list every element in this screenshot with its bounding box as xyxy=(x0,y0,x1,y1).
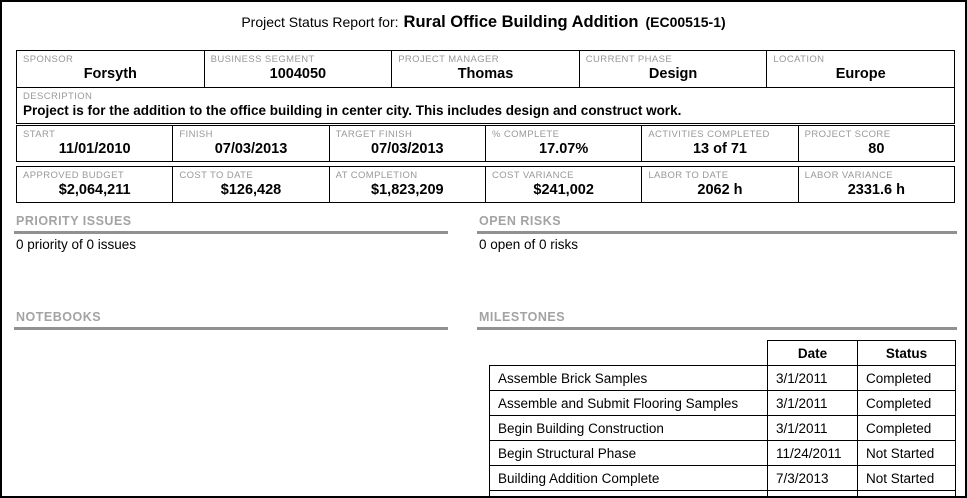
field-current-phase xyxy=(579,51,767,88)
field-sponsor xyxy=(17,51,205,88)
description-text: Project is for the addition to the office building in center city. This includes design and construct work. xyxy=(23,103,682,118)
milestone-status-cell: Completed xyxy=(858,366,956,391)
field-value: 80 xyxy=(868,141,885,157)
field-label: FINISH xyxy=(179,129,213,140)
field-label: BUSINESS SEGMENT xyxy=(210,54,315,65)
field-value: $2,064,211 xyxy=(58,182,131,198)
summary-row-2 xyxy=(17,126,955,162)
field-label: START xyxy=(23,129,56,140)
field-approved-budget xyxy=(17,167,173,203)
field-label: LABOR VARIANCE xyxy=(804,170,893,181)
milestones-table xyxy=(489,340,956,496)
field-value: Thomas xyxy=(457,66,514,82)
open-risks-summary: 0 open of 0 risks xyxy=(479,237,579,252)
field-value: 07/03/2013 xyxy=(214,141,288,157)
milestone-status-cell: Completed xyxy=(858,391,956,416)
summary-table-top xyxy=(16,50,955,88)
field-project-manager xyxy=(392,51,580,88)
project-name: Rural Office Building Addition xyxy=(403,13,639,31)
milestone-row-cropped xyxy=(490,491,956,497)
section-priority-issues xyxy=(14,214,448,252)
section-heading: OPEN RISKS xyxy=(479,214,562,228)
field-project-score xyxy=(798,126,954,162)
milestone-date-cell: 11/24/2011 xyxy=(768,441,858,466)
field-label: LOCATION xyxy=(773,54,825,65)
field-value: 17.07% xyxy=(539,141,589,157)
field-label: SPONSOR xyxy=(23,54,74,65)
field-start xyxy=(17,126,173,162)
milestone-name-cell: Begin Building Construction xyxy=(490,416,768,441)
field-value: Forsyth xyxy=(83,66,137,82)
field-label: COST VARIANCE xyxy=(491,170,574,181)
milestone-name-cell: Assemble Brick Samples xyxy=(490,366,768,391)
field-label: % COMPLETE xyxy=(491,129,560,140)
section-milestones xyxy=(477,310,957,496)
section-heading: MILESTONES xyxy=(479,310,566,324)
milestone-date-cell: 3/1/2011 xyxy=(768,416,858,441)
milestone-status-cell: Not Started xyxy=(858,441,956,466)
field-percent-complete xyxy=(485,126,641,162)
milestones-header-row xyxy=(490,341,956,366)
milestone-name-cell: Begin Structural Phase xyxy=(490,441,768,466)
field-labor-to-date xyxy=(642,167,798,203)
field-label: LABOR TO DATE xyxy=(648,170,729,181)
field-value: $1,823,209 xyxy=(371,182,444,198)
milestone-row xyxy=(490,391,956,416)
field-cost-to-date xyxy=(173,167,329,203)
field-description xyxy=(17,88,955,124)
section-rule xyxy=(477,327,957,330)
field-label: APPROVED BUDGET xyxy=(23,170,125,181)
section-heading: NOTEBOOKS xyxy=(16,310,102,324)
field-value: 11/01/2010 xyxy=(58,141,131,157)
section-open-risks xyxy=(477,214,957,252)
project-code: (EC00515-1) xyxy=(645,14,726,30)
field-label: TARGET FINISH xyxy=(335,129,413,140)
section-rule xyxy=(14,327,448,330)
field-value: 07/03/2013 xyxy=(371,141,444,157)
field-label: ACTIVITIES COMPLETED xyxy=(648,129,770,140)
field-value: $241,002 xyxy=(533,182,594,198)
field-label: COST TO DATE xyxy=(179,170,254,181)
summary-table-description xyxy=(16,87,955,124)
priority-issues-summary: 0 priority of 0 issues xyxy=(16,237,137,252)
field-label: DESCRIPTION xyxy=(23,91,93,102)
milestone-name-cell: Assemble and Submit Flooring Samples xyxy=(490,391,768,416)
section-rule xyxy=(14,231,448,234)
field-value: 13 of 71 xyxy=(692,141,747,157)
field-cost-variance xyxy=(485,167,641,203)
milestone-row xyxy=(490,416,956,441)
milestone-status-cell: Not Started xyxy=(858,466,956,491)
summary-table-schedule xyxy=(16,125,955,162)
field-finish xyxy=(173,126,329,162)
milestone-status-header: Status xyxy=(858,341,956,366)
field-value: $126,428 xyxy=(220,182,282,198)
milestone-date-header: Date xyxy=(768,341,858,366)
report-title-prefix: Project Status Report for: xyxy=(241,14,399,30)
milestone-row xyxy=(490,441,956,466)
section-notebooks xyxy=(14,310,448,330)
milestone-row xyxy=(490,466,956,491)
description-row xyxy=(17,88,955,124)
field-at-completion xyxy=(329,167,485,203)
milestone-status-cell: Completed xyxy=(858,416,956,441)
summary-row-3 xyxy=(17,167,955,203)
field-business-segment xyxy=(204,51,392,88)
field-value: Design xyxy=(648,66,698,82)
field-location xyxy=(767,51,955,88)
field-value: 2062 h xyxy=(697,182,743,198)
summary-table-cost xyxy=(16,166,955,203)
summary-row-1 xyxy=(17,51,955,88)
field-value: 1004050 xyxy=(269,66,327,82)
field-activities-completed xyxy=(642,126,798,162)
section-rule xyxy=(477,231,957,234)
milestone-date-cell: 7/3/2013 xyxy=(768,466,858,491)
field-label: PROJECT MANAGER xyxy=(398,54,500,65)
report-title xyxy=(2,13,965,32)
section-heading: PRIORITY ISSUES xyxy=(16,214,132,228)
milestone-date-cell: 3/1/2011 xyxy=(768,391,858,416)
field-label: CURRENT PHASE xyxy=(585,54,673,65)
field-value: 2331.6 h xyxy=(847,182,905,198)
field-value: Europe xyxy=(835,66,886,82)
field-labor-variance xyxy=(798,167,954,203)
field-target-finish xyxy=(329,126,485,162)
milestone-blank-header-cell xyxy=(490,341,768,366)
field-label: AT COMPLETION xyxy=(335,170,418,181)
field-label: PROJECT SCORE xyxy=(804,129,891,140)
milestone-name-cell: Building Addition Complete xyxy=(490,466,768,491)
milestone-row xyxy=(490,366,956,391)
milestone-date-cell: 3/1/2011 xyxy=(768,366,858,391)
